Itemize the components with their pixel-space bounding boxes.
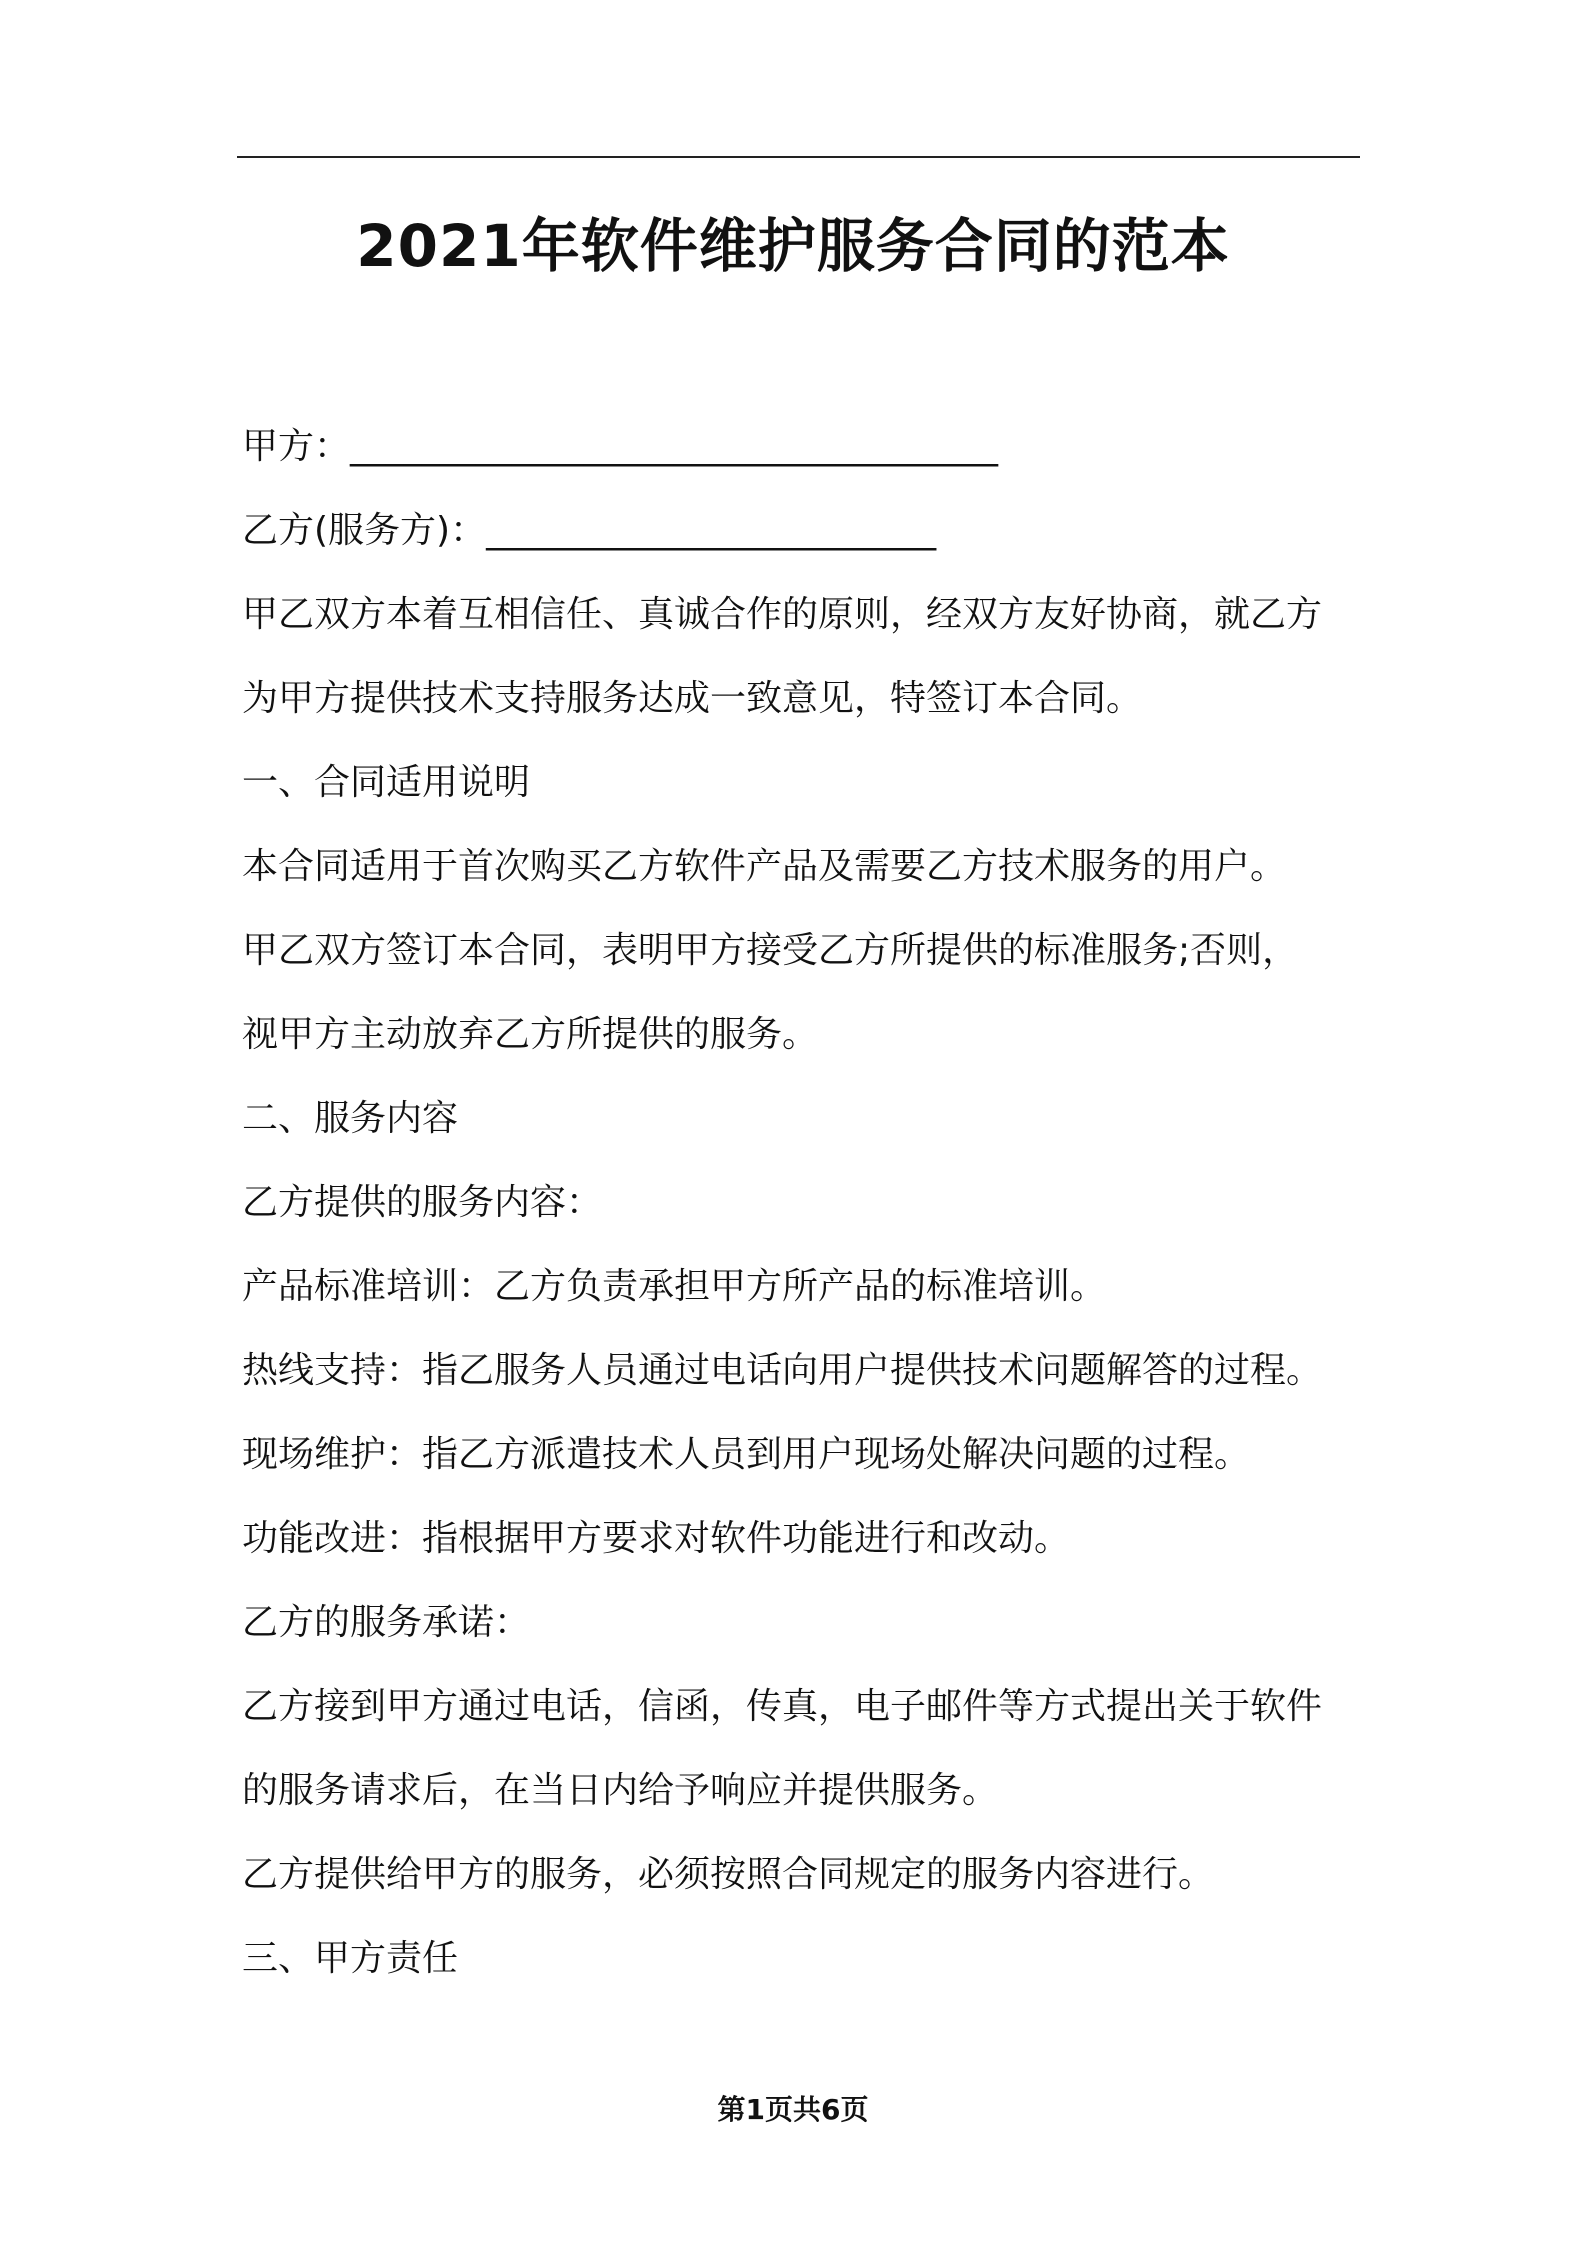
document-title: 2021年软件维护服务合同的范本	[356, 212, 1230, 280]
header-rule	[237, 156, 1360, 158]
paragraph-line: 乙方提供的服务内容：	[242, 1182, 603, 1223]
page-number-footer: 第1页共6页	[717, 2093, 869, 2126]
paragraph-line: 乙方的服务承诺：	[242, 1602, 531, 1643]
paragraph-line: 产品标准培训：乙方负责承担甲方所产品的标准培训。	[242, 1266, 1107, 1307]
party-a-line: 甲方：____________________________________	[242, 426, 999, 467]
paragraph-line: 甲乙双方本着互相信任、真诚合作的原则，经双方友好协商，就乙方	[242, 594, 1323, 635]
section-heading: 三、甲方责任	[242, 1938, 459, 1979]
paragraph-line: 为甲方提供技术支持服务达成一致意见，特签订本合同。	[242, 678, 1143, 719]
paragraph-line: 功能改进：指根据甲方要求对软件功能进行和改动。	[242, 1518, 1071, 1559]
paragraph-line: 乙方接到甲方通过电话，信函，传真，电子邮件等方式提出关于软件	[242, 1686, 1323, 1727]
paragraph-line: 热线支持：指乙服务人员通过电话向用户提供技术问题解答的过程。	[242, 1350, 1323, 1391]
paragraph-line: 现场维护：指乙方派遣技术人员到用户现场处解决问题的过程。	[242, 1434, 1251, 1475]
section-heading: 二、服务内容	[242, 1098, 459, 1139]
paragraph-line: 的服务请求后，在当日内给予响应并提供服务。	[242, 1770, 999, 1811]
section-heading: 一、合同适用说明	[242, 762, 531, 803]
document-body	[242, 405, 1367, 2001]
paragraph-line: 本合同适用于首次购买乙方软件产品及需要乙方技术服务的用户。	[242, 846, 1287, 887]
paragraph-line: 视甲方主动放弃乙方所提供的服务。	[242, 1014, 819, 1055]
paragraph-line: 乙方提供给甲方的服务，必须按照合同规定的服务内容进行。	[242, 1854, 1215, 1895]
paragraph-line: 甲乙双方签订本合同，表明甲方接受乙方所提供的标准服务;否则，	[242, 930, 1299, 971]
party-b-line: 乙方(服务方)：_________________________	[242, 510, 937, 551]
